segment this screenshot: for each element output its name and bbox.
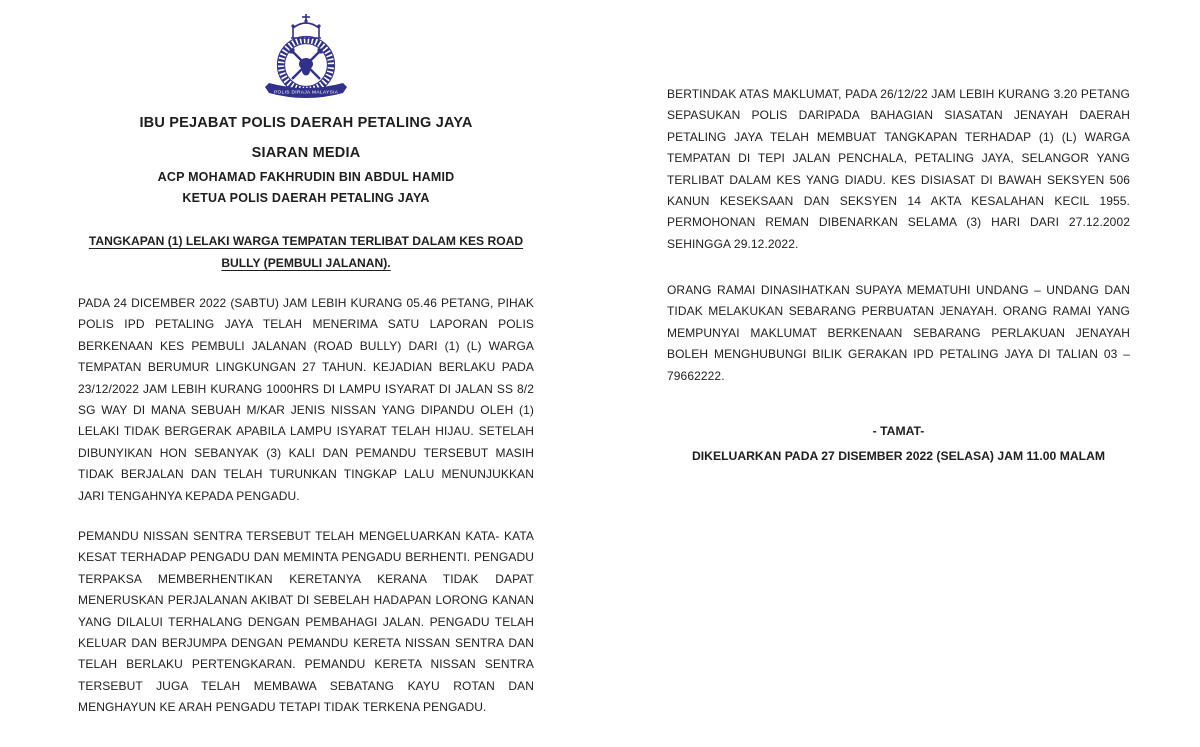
officer-title: KETUA POLIS DAERAH PETALING JAYA [182,191,430,205]
royal-malaysia-police-crest-icon [264,13,348,109]
end-marker: - TAMAT- [872,424,925,438]
right-column [667,0,1130,747]
crest-banner-text: POLIS DIRAJA MALAYSIA [274,90,338,96]
paragraph-public-advisory: ORANG RAMAI DINASIHATKAN SUPAYA MEMATUHI UNDANG – UNDANG DAN TIDAK MELAKUKAN SEBARANG PERBUATAN JENAYAH. ORANG RAMAI YANG MEMPUNYAI MAKLUMAT BERKENAAN SEBARANG PERLAKUAN JENAYAH BOLEH MENGHUBUNGI BILIK GERAKAN IPD PETALING JAYA DI TALIAN 03 – 79662222. [667,283,1130,383]
police-crest [264,13,348,109]
office-name: IBU PEJABAT POLIS DAERAH PETALING JAYA [139,115,473,131]
paragraph-incident-report: PADA 24 DICEMBER 2022 (SABTU) JAM LEBIH KURANG 05.46 PETANG, PIHAK POLIS IPD PETALING JAYA TELAH MENERIMA SATU LAPORAN POLIS BERKENAAN KES PEMBULI JALANAN (ROAD BULLY) DARI (1) (L) WARGA TEMPATAN BERUMUR LINGKUNGAN 27 TAHUN. KEJADIAN BERLAKU PADA 23/12/2022 JAM LEBIH KURANG 1000HRS DI LAMPU ISYARAT DI JALAN SS 8/2 SG WAY DI MANA SEBUAH M/KAR JENIS NISSAN YANG DIPANDU OLEH (1) LELAKI TIDAK BERGERAK APABILA LAMPU ISYARAT TELAH HIJAU. SETELAH DIBUNYIKAN HON SEBANYAK (3) KALI DAN PEMANDU TERSEBUT MASIH TIDAK BERJALAN DAN TELAH TURUNKAN TINGKAP LALU MENUNJUKKAN JARI TENGAHNYA KEPADA PENGADU. [78,296,534,503]
paragraph-arrest-details: BERTINDAK ATAS MAKLUMAT, PADA 26/12/22 JAM LEBIH KURANG 3.20 PETANG SEPASUKAN POLIS DARIPADA BAHAGIAN SIASATAN JENAYAH DAERAH PETALING JAYA TELAH MEMBUAT TANGKAPAN TERHADAP (1) (L) WARGA TEMPATAN DI TEPI JALAN PENCHALA, PETALING JAYA, SELANGOR YANG TERLIBAT DALAM KES YANG DIADU. KES DISIASAT DI BAWAH SEKSYEN 506 KANUN KESEKSAAN DAN SEKSYEN 14 AKTA KESALAHAN KECIL 1955. PERMOHONAN REMAN DIBENARKAN SELAMA (3) HARI DARI 27.12.2002 SEHINGGA 29.12.2022. [667,87,1130,251]
left-column [78,0,534,747]
issued-date-line: DIKELUARKAN PADA 27 DISEMBER 2022 (SELASA) JAM 11.00 MALAM [691,449,1106,463]
paragraph-altercation-details: PEMANDU NISSAN SENTRA TERSEBUT TELAH MENGELUARKAN KATA- KATA KESAT TERHADAP PENGADU DAN MEMINTA PENGADU BERHENTI. PENGADU TERPAKSA MEMBERHENTIKAN KERETANYA KERANA TIDAK DAPAT MENERUSKAN PERJALANAN AKIBAT DI SEBELAH HADAPAN LORONG KANAN YANG DILALUI TERHALANG DENGAN PEMBAHAGI JALAN. PENGADU TELAH KELUAR DAN BERJUMPA DENGAN PEMANDU KERETA NISSAN SENTRA DAN TELAH BERLAKU PERTENGKARAN. PEMANDU KERETA NISSAN SENTRA TERSEBUT JUGA TELAH MEMBAWA SEBATANG KAYU ROTAN DAN MENGHAYUN KE ARAH PENGADU TETAPI TIDAK TERKENA PENGADU. [78,529,534,715]
release-type: SIARAN MEDIA [251,145,361,161]
document-title: TANGKAPAN (1) LELAKI WARGA TEMPATAN TERLIBAT DALAM KES ROAD BULLY (PEMBULI JALANAN). [88,234,524,270]
officer-name: ACP MOHAMAD FAKHRUDIN BIN ABDUL HAMID [157,170,455,184]
